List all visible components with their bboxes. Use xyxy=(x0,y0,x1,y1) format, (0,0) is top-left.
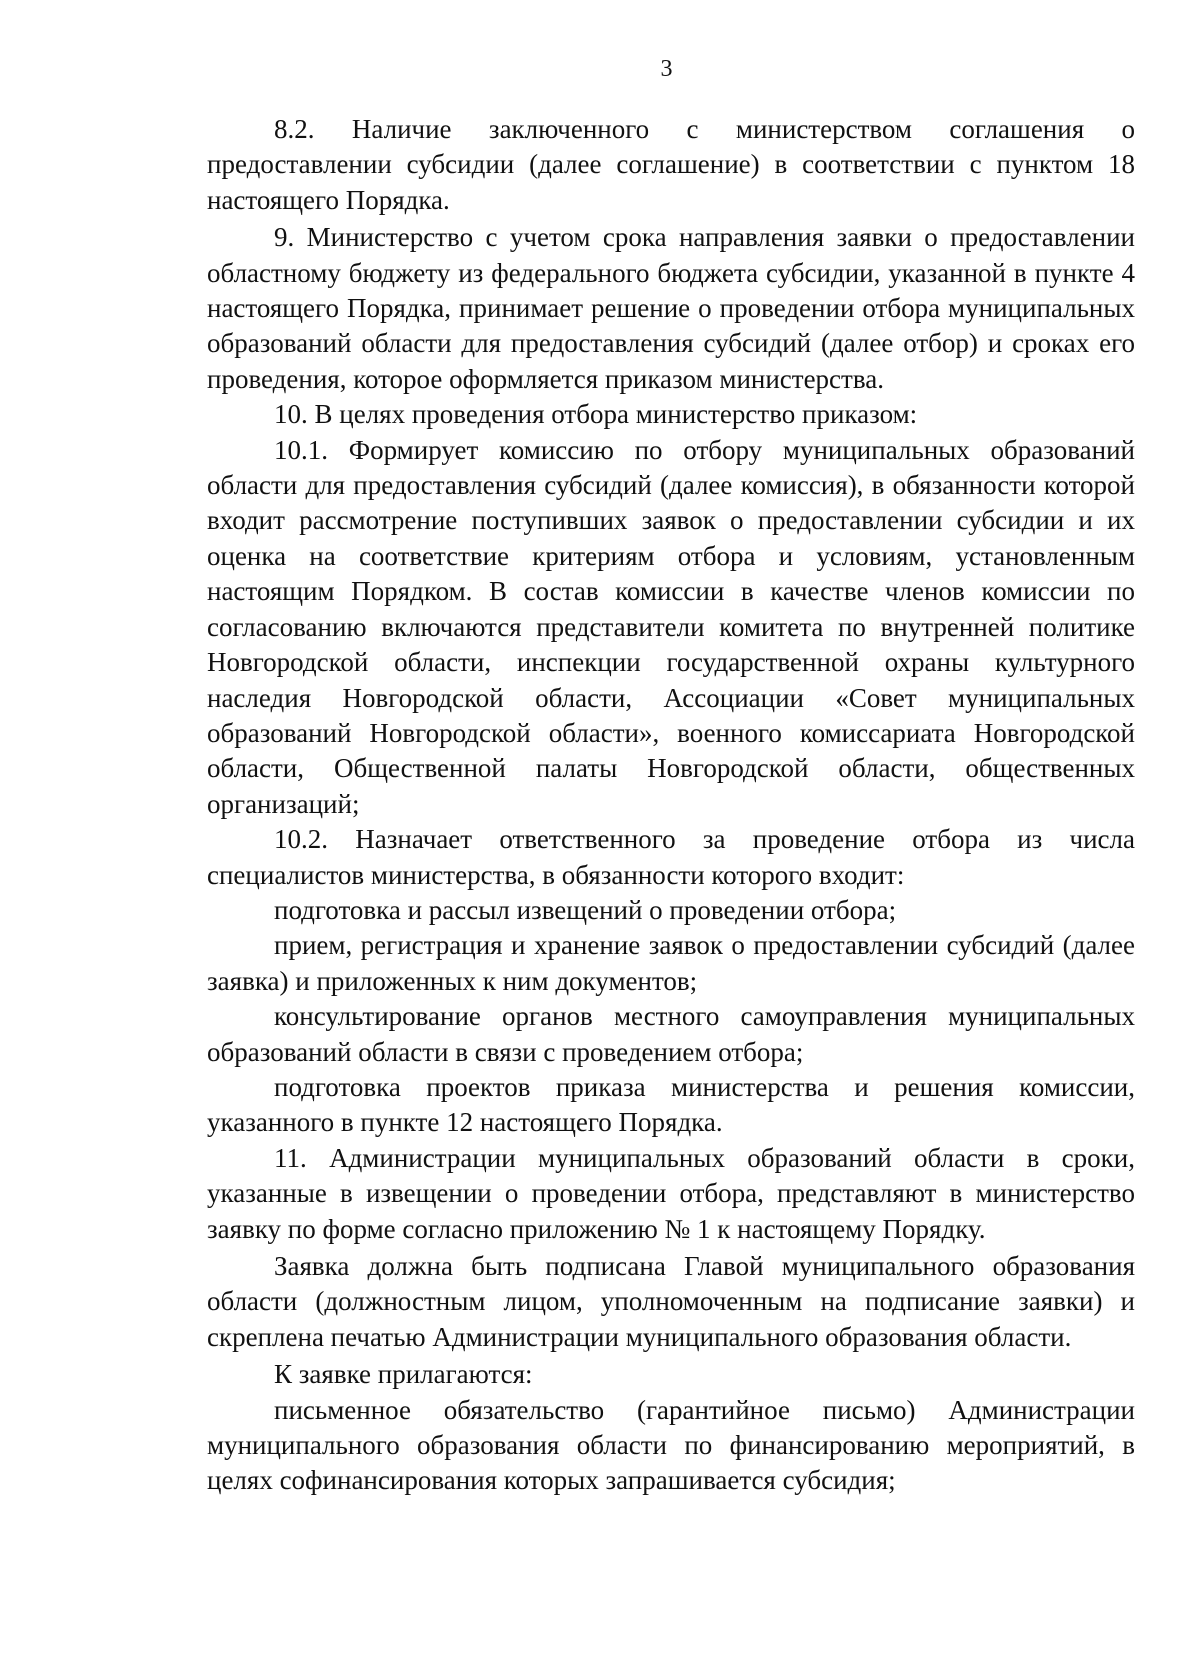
paragraph-9: 9. Министерство с учетом срока направления заявки о предоставлении областному бюджету из федерального бюджета субсидии, указанной в пункте 4 настоящего Порядка, принимает решение о проведении отбора муниципальных образований области для предоставления субсидий (далее отбор) и сроках его проведения, которое оформляется приказом министерства. xyxy=(207,222,1135,394)
duty-drafting: подготовка проектов приказа министерства и решения комиссии, указанного в пункте 12 настоящего Порядка. xyxy=(207,1071,1135,1138)
paragraph-10: 10. В целях проведения отбора министерство приказом: xyxy=(274,399,918,430)
paragraph-signature: Заявка должна быть подписана Главой муниципального образования области (должностным лицом, уполномоченным на подписание заявки) и скреплена печатью Администрации муниципального образования области. xyxy=(207,1251,1135,1352)
duty-consulting: консультирование органов местного самоуправления муниципальных образований области в связи с проведением отбора; xyxy=(207,1001,1135,1067)
attachment-guarantee-letter: письменное обязательство (гарантийное письмо) Администрации муниципального образования области по финансированию мероприятий, в целях софинансирования которых запрашивается субсидия; xyxy=(207,1394,1135,1496)
duty-notifications: подготовка и рассыл извещений о проведении отбора; xyxy=(274,894,897,925)
paragraph-11: 11. Администрации муниципальных образований области в сроки, указанные в извещении о проведении отбора, представляют в министерство заявку по форме согласно приложению № 1 к настоящему Порядку. xyxy=(207,1142,1135,1244)
paragraph-10-1: 10.1. Формирует комиссию по отбору муниципальных образований области для предоставления субсидий (далее комиссия), в обязанности которой входит рассмотрение поступивших заявок о предоставлении субсидии и их оценка на соответствие критериям отбора и условиям, установленным настоящим Порядком. В состав комиссии в качестве членов комиссии по согласованию включаются представители комитета по внутренней политике Новгородской области, инспекции государственной охраны культурного наследия Новгородской области, Ассоциации «Совет муниципальных образований Новгородской области», военного комиссариата Новгородской области, Общественной палаты Новгородской области, общественных организаций; xyxy=(207,434,1135,819)
page-number: 3 xyxy=(660,56,673,82)
duty-applications: прием, регистрация и хранение заявок о предоставлении субсидий (далее заявка) и приложенных к ним документов; xyxy=(207,930,1135,996)
document-body xyxy=(207,112,1135,1499)
paragraph-10-2: 10.2. Назначает ответственного за проведение отбора из числа специалистов министерства, в обязанности которого входит: xyxy=(207,824,1135,890)
paragraph-8-2: 8.2. Наличие заключенного с министерством соглашения о предоставлении субсидии (далее соглашение) в соответствии с пунктом 18 настоящего Порядка. xyxy=(207,114,1135,215)
paragraph-attachments: К заявке прилагаются: xyxy=(274,1359,533,1390)
